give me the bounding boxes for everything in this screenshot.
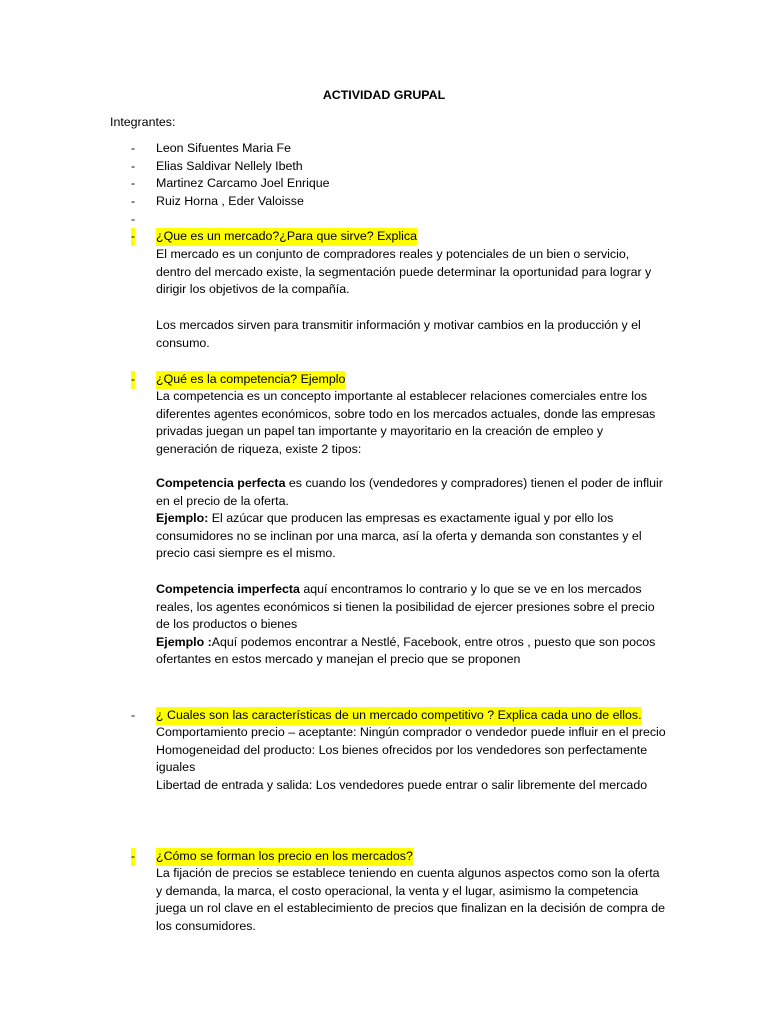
- list-dash: -: [131, 708, 136, 722]
- ejemplo-label: Ejemplo:: [156, 511, 209, 526]
- list-dash: -: [131, 848, 135, 866]
- competencia-imperfecta-term: Competencia imperfecta: [156, 582, 300, 596]
- answer-2-intro: La competencia es un concepto importante al establecer relaciones comerciales entre los diferentes agentes económicos, sobre todo en los mercados actuales, donde las empresas privadas juegan un papel tan importante y mayoritario en la creación de empleo y generación de riqueza, existe 2 tipos:: [156, 389, 656, 456]
- question-1: ¿Que es un mercado?¿Para que sirve? Explica: [156, 228, 417, 246]
- integrantes-label: Integrantes:: [110, 115, 176, 129]
- characteristic-3: Libertad de entrada y salida: Los vendedores puede entrar o salir libremente del mercado: [156, 777, 648, 792]
- competencia-imperfecta: Competencia imperfecta aquí encontramos lo contrario y lo que se ve en los mercados reales, los agentes económicos si tienen la posibilidad de ejercer presiones sobre el precio de los productos o bienes Ejemplo :Aquí podemos encontrar a Nestlé, Facebook, entre otros , puesto que son pocos ofertantes en estos mercado y manejan el precio que se proponen: [156, 582, 656, 667]
- member-name: Martinez Carcamo Joel Enrique: [156, 176, 330, 190]
- document-title: ACTIVIDAD GRUPAL: [322, 88, 446, 102]
- list-dash: -: [131, 159, 136, 173]
- characteristic-1: Comportamiento precio – aceptante: Ningún comprador o vendedor puede influir en el precio: [156, 725, 666, 739]
- question-2: ¿Qué es la competencia? Ejemplo: [156, 371, 345, 389]
- list-dash: -: [131, 228, 135, 246]
- answer-4: La fijación de precios se establece teniendo en cuenta algunos aspectos como son la oferta y demanda, la marca, el costo operacional, la venta y el lugar, asimismo la competencia juega un rol clave en el establecimiento de precios que finalizan en la decisión de compra de los consumidores.: [156, 866, 666, 933]
- answer-3: [156, 724, 666, 794]
- competencia-perfecta: Competencia perfecta es cuando los (vendedores y compradores) tienen el poder de influir en el precio de la oferta. Ejemplo: El azúcar que producen las empresas es exactamente igual y por ello los consumidores no se inclinan por una marca, así la oferta y demanda son constantes y el precio casi siempre es el mismo.: [156, 476, 663, 561]
- member-name: Ruiz Horna , Eder Valoisse: [156, 194, 304, 208]
- question-3: ¿ Cuales son las características de un mercado competitivo ? Explica cada uno de ellos.: [156, 707, 642, 725]
- member-name: Leon Sifuentes Maria Fe: [156, 141, 291, 155]
- list-dash: -: [131, 371, 135, 389]
- competencia-perfecta-term: Competencia perfecta: [156, 476, 286, 490]
- characteristic-2: Homogeneidad del producto: Los bienes ofrecidos por los vendedores son perfectamente iguales: [156, 742, 648, 775]
- list-dash: -: [131, 176, 136, 190]
- list-dash: -: [131, 141, 136, 155]
- ejemplo-label: Ejemplo :: [156, 634, 212, 649]
- list-dash: -: [131, 212, 136, 226]
- question-4: ¿Cómo se forman los precio en los mercados?: [156, 848, 413, 866]
- list-dash: -: [131, 194, 136, 208]
- member-name: Elias Saldivar Nellely Ibeth: [156, 159, 303, 173]
- answer-1-paragraph-2: Los mercados sirven para transmitir información y motivar cambios en la producción y el consumo.: [156, 318, 641, 350]
- answer-1-paragraph-1: El mercado es un conjunto de compradores reales y potenciales de un bien o servicio, dentro del mercado existe, la segmentación puede determinar la oportunidad para lograr y dirigir los objetivos de la compañía.: [156, 247, 652, 297]
